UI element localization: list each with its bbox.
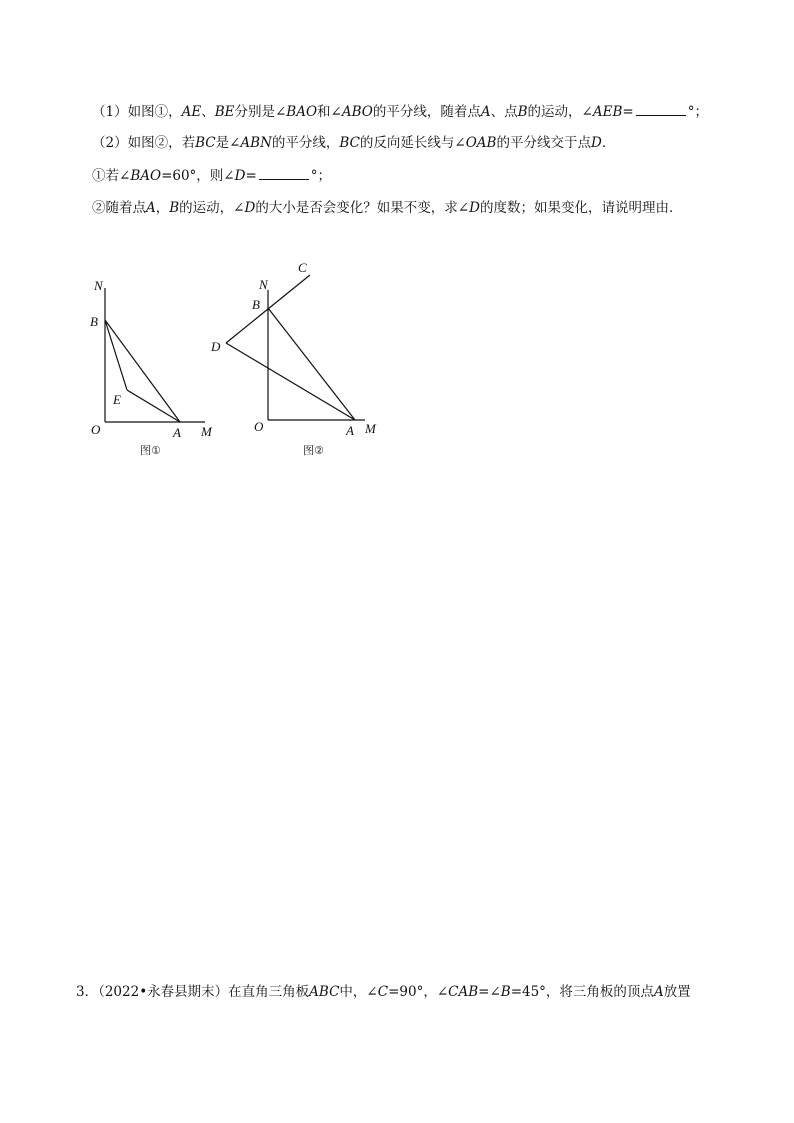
segment-ea — [127, 390, 180, 422]
question-1-text: （1）如图①，AE、BE分别是∠BAO和∠ABO的平分线，随着点A、点B的运动，∠AEB= °； — [92, 101, 764, 122]
label-a: A — [173, 425, 181, 440]
question-2-text: （2）如图②，若BC是∠ABN的平分线，BC的反向延长线与∠OAB的平分线交于点D． — [92, 135, 616, 151]
label-b: B — [90, 314, 98, 329]
label-n: N — [259, 277, 268, 292]
segment-ba — [268, 308, 355, 420]
label-c: C — [298, 260, 307, 275]
label-o: O — [91, 422, 101, 437]
label-b: B — [252, 297, 260, 312]
segment-be — [105, 320, 127, 390]
label-o: O — [254, 419, 264, 434]
question-2-part-2: ②随着点A，B的运动，∠D的大小是否会变化？如果不变，求∠D的度数；如果变化，请说明理由． — [92, 200, 683, 216]
figure-1-caption: 图① — [140, 444, 161, 457]
figure-2-diagram — [200, 255, 400, 465]
label-n: N — [94, 278, 103, 293]
label-d: D — [211, 339, 221, 354]
label-a: A — [346, 423, 354, 438]
label-m: M — [201, 424, 212, 439]
label-m: M — [365, 421, 376, 436]
segment-da — [226, 343, 355, 420]
answer-blank-aeb[interactable] — [636, 101, 686, 116]
answer-blank-d[interactable] — [259, 165, 309, 180]
figure-2 — [200, 255, 400, 465]
label-e: E — [113, 392, 121, 407]
figure-2-caption: 图② — [303, 444, 324, 457]
question-3-text: 3．（2022•永春县期末）在直角三角板ABC中，∠C=90°，∠CAB=∠B=45°，将三角板的顶点A放置 — [76, 984, 691, 1000]
question-2-part-1: ①若∠BAO=60°，则∠D= °； — [92, 165, 764, 186]
